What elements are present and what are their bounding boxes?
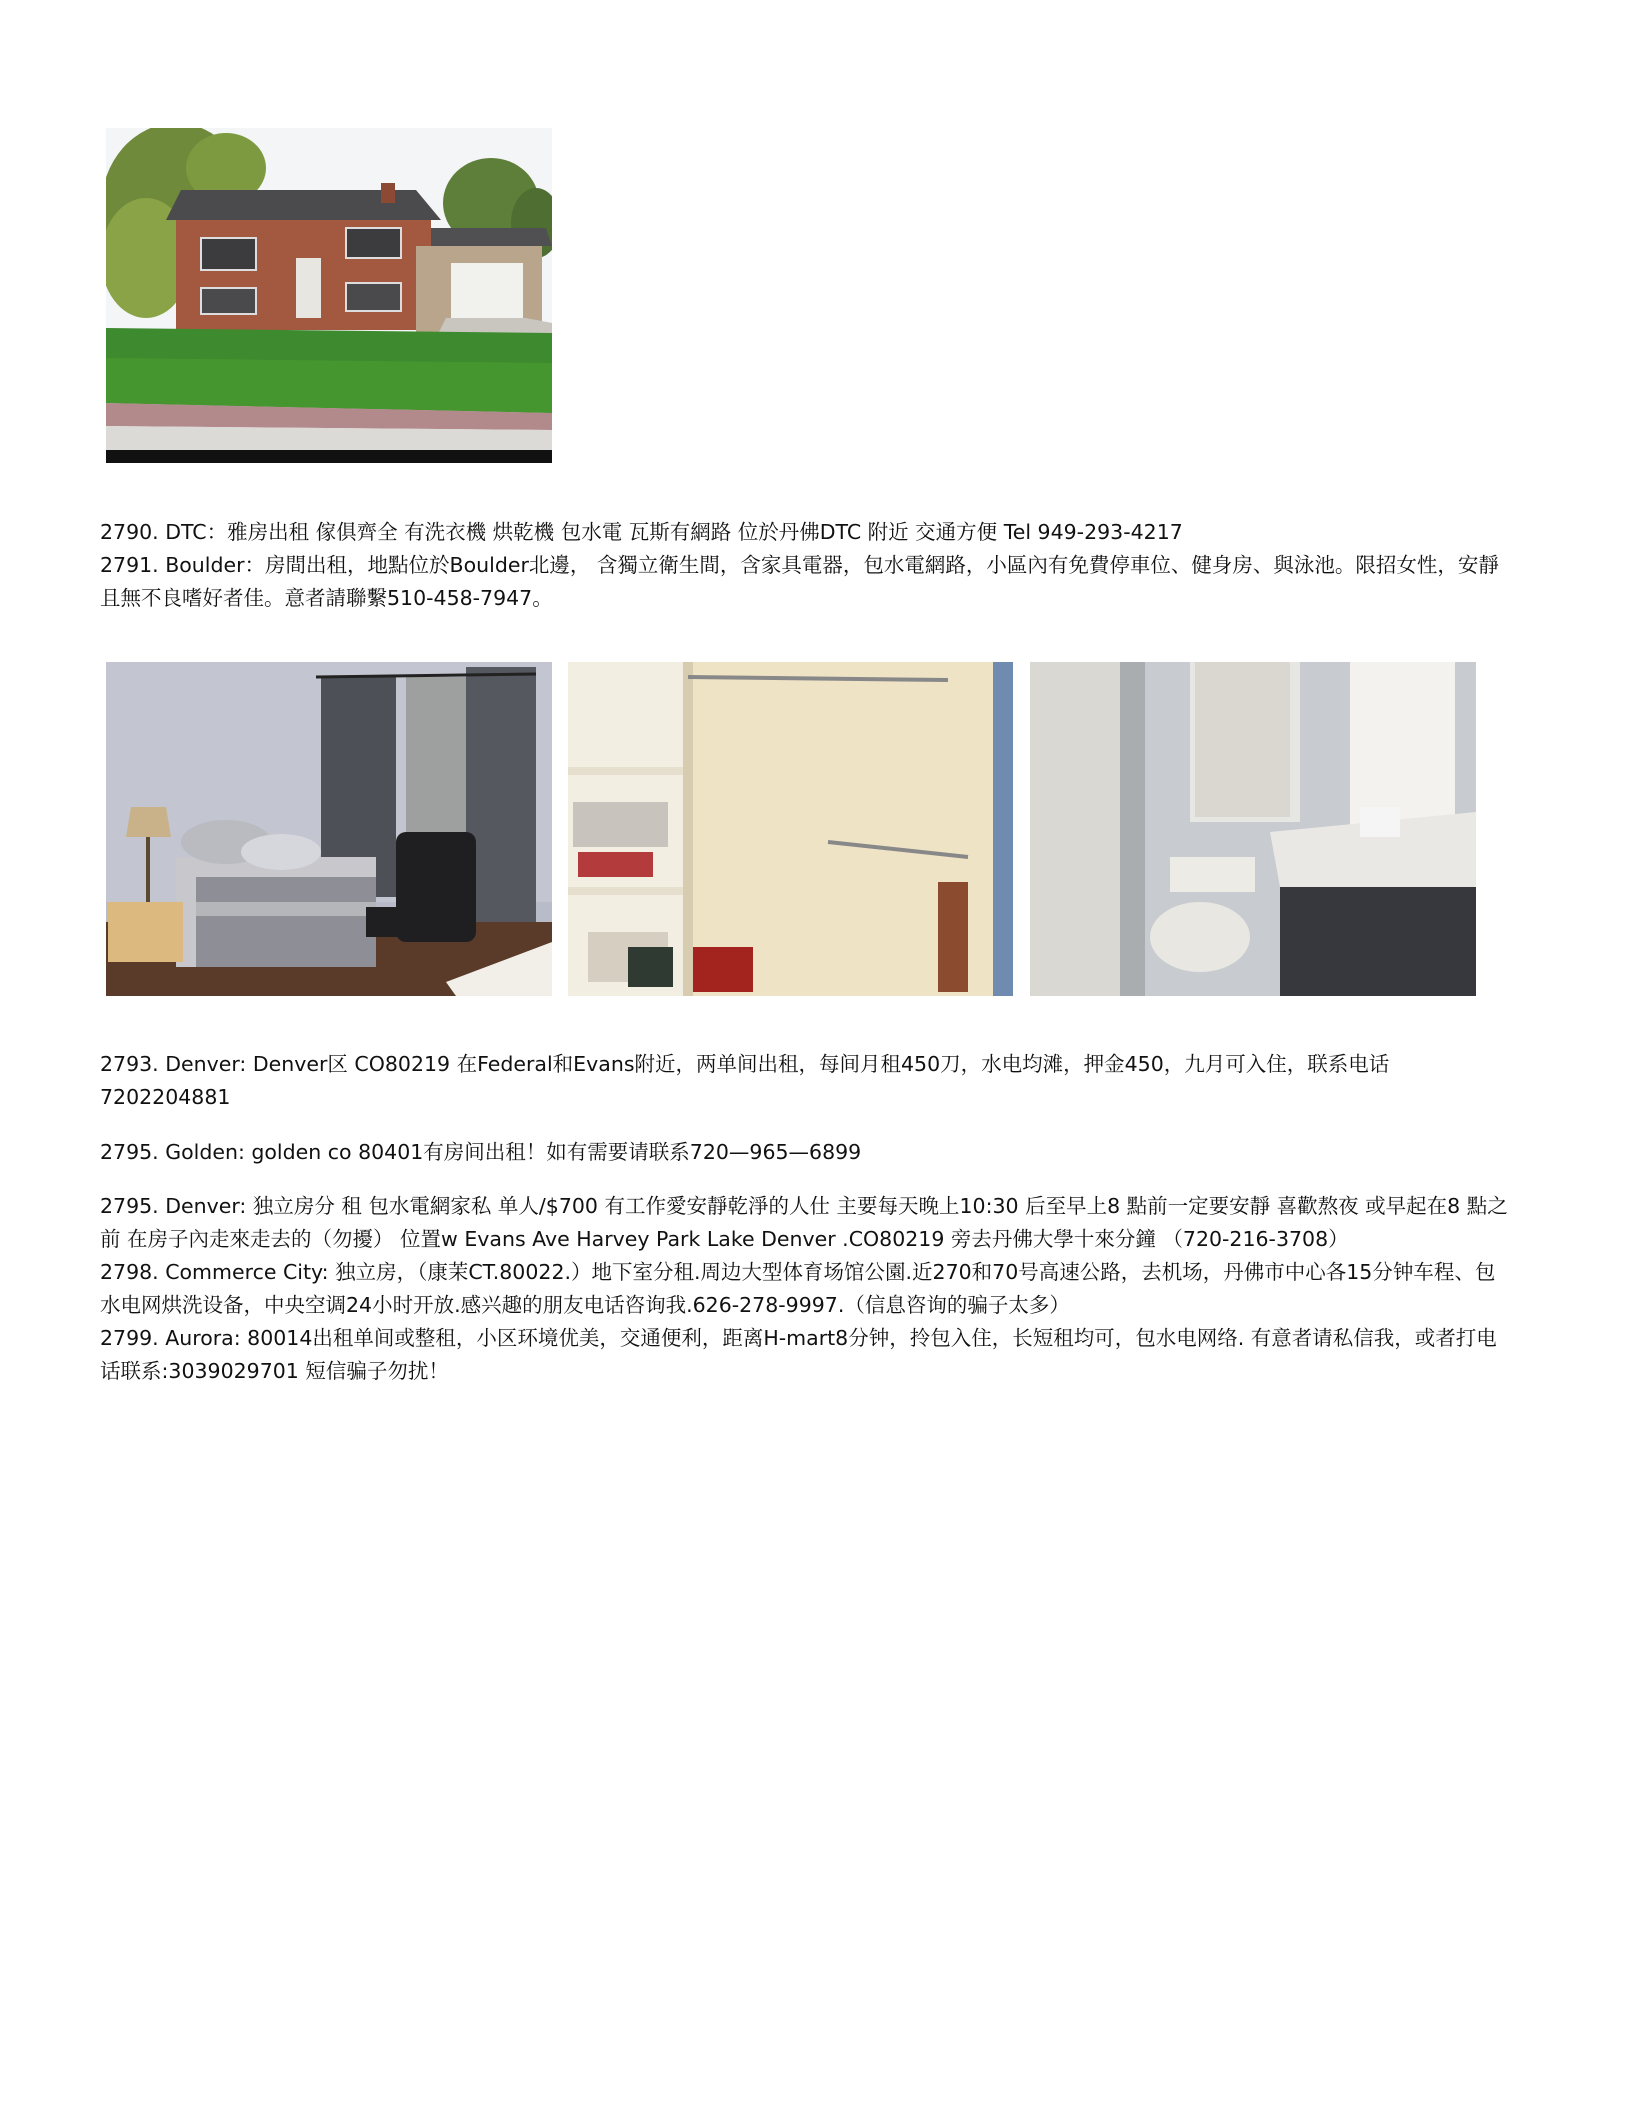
bathroom-photo — [1030, 662, 1476, 996]
listing-2791: 2791. Boulder：房間出租，地點位於Boulder北邊， 含獨立衛生間，含家具電器，包水電網路，小區內有免費停車位、健身房、與泳池。限招女性，安靜且無不良嗜好者佳。意者請聯繫510-458-7947。 — [100, 553, 1499, 610]
listings-group-1 — [100, 516, 1510, 615]
listing-2795-golden: 2795. Golden: golden co 80401有房间出租！如有需要请联系720—965—6899 — [100, 1140, 862, 1164]
listing-2793: 2793. Denver: Denver区 CO80219 在Federal和Evans附近，两单间出租，每间月租450刀，水电均滩，押金450，九月可入住，联系电话7202204881 — [100, 1052, 1390, 1109]
bedroom-photo — [106, 662, 552, 996]
listings-group-2 — [100, 1048, 1510, 1169]
listings-group-3 — [100, 1190, 1510, 1388]
house-exterior-photo — [106, 128, 552, 463]
listing-2795-denver: 2795. Denver: 独立房分 租 包水電網家私 单人/$700 有工作愛安靜乾淨的人仕 主要每天晚上10:30 后至早上8 點前一定要安靜 喜歡熬夜 或早起在8 點之前 在房子內走來走去的（勿擾） 位置w Evans Ave Harvey Park Lake Denver .CO80219 旁去丹佛大學十來分鐘 （720-216-3708） — [100, 1194, 1508, 1251]
closet-photo — [568, 662, 1013, 996]
listing-2790: 2790. DTC：雅房出租 傢俱齊全 有洗衣機 烘乾機 包水電 瓦斯有網路 位於丹佛DTC 附近 交通方便 Tel 949-293-4217 — [100, 520, 1183, 544]
listing-2798: 2798. Commerce City: 独立房，（康茉CT.80022.）地下室分租.周边大型体育场馆公園.近270和70号高速公路，去机场，丹佛市中心各15分钟车程、包水电网烘洗设备，中央空调24小时开放.感兴趣的朋友电话咨询我.626-278-9997.（信息咨询的骗子太多） — [100, 1260, 1496, 1317]
listing-2799: 2799. Aurora: 80014出租单间或整租，小区环境优美，交通便利，距离H-mart8分钟，拎包入住，长短租均可，包水电网络. 有意者请私信我，或者打电话联系:3039029701 短信骗子勿扰！ — [100, 1326, 1497, 1383]
